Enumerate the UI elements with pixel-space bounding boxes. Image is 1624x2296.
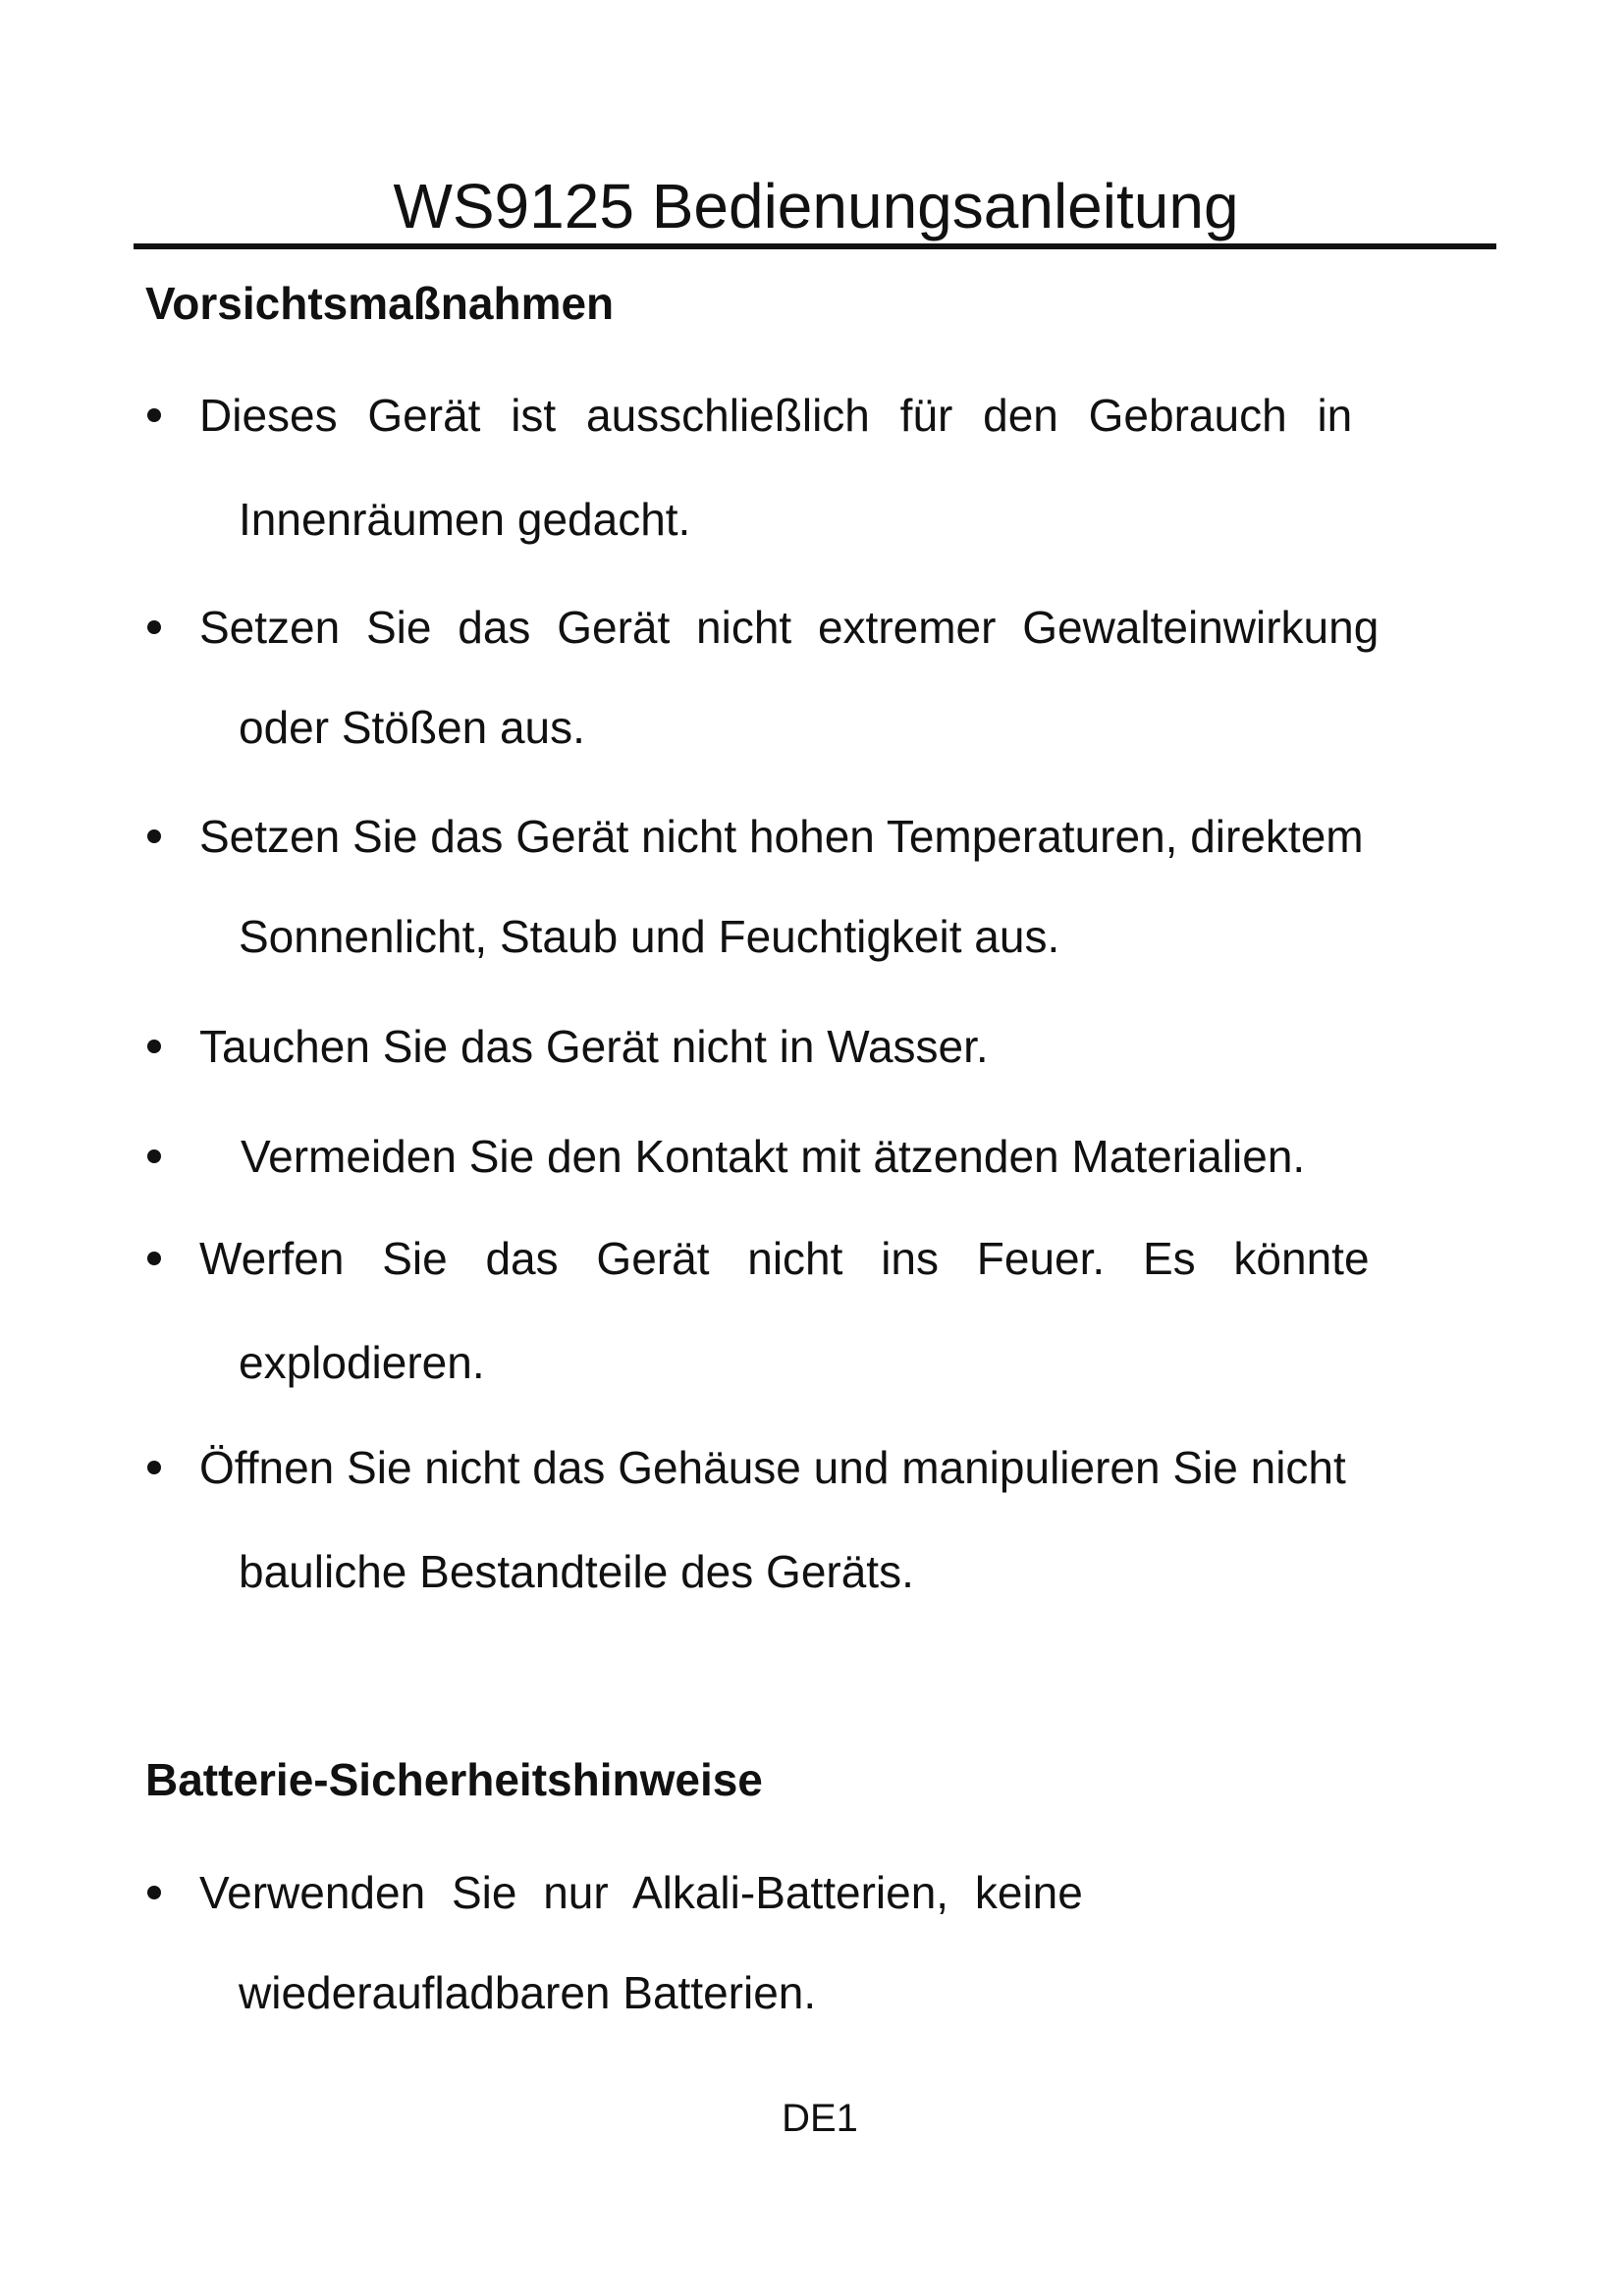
precaution-7-line-1: Öffnen Sie nicht das Gehäuse und manipulieren Sie nicht (199, 1442, 1346, 1493)
page-title: WS9125 Bedienungsanleitung (393, 171, 1239, 241)
title-underline (134, 243, 1496, 249)
precaution-1-line-1: Dieses Gerät ist ausschließlich für den Gebrauch in (199, 390, 1353, 441)
bullet-icon (147, 1461, 161, 1474)
bullet-icon (147, 1886, 161, 1899)
battery-1-line-1: Verwenden Sie nur Alkali-Batterien, keine (199, 1867, 1083, 1918)
bullet-icon (147, 1252, 161, 1265)
bullet-icon (147, 620, 161, 634)
section-heading-precautions: Vorsichtsmaßnahmen (145, 278, 615, 329)
precaution-2-line-2: oder Stößen aus. (239, 702, 585, 753)
precaution-7-line-2: bauliche Bestandteile des Geräts. (239, 1546, 914, 1597)
bullet-icon (147, 408, 161, 422)
battery-1-line-2: wiederaufladbaren Batterien. (239, 1967, 817, 2018)
precaution-6-line-1: Werfen Sie das Gerät nicht ins Feuer. Es könnte (199, 1233, 1370, 1284)
precaution-4-line-1: Tauchen Sie das Gerät nicht in Wasser. (199, 1021, 989, 1072)
bullet-icon (147, 1040, 161, 1053)
precaution-6-line-2: explodieren. (239, 1337, 485, 1388)
bullet-icon (147, 829, 161, 843)
bullet-icon (147, 1149, 161, 1163)
section-heading-battery-safety: Batterie-Sicherheitshinweise (145, 1754, 763, 1805)
precaution-1-line-2: Innenräumen gedacht. (239, 494, 691, 545)
precaution-3-line-1: Setzen Sie das Gerät nicht hohen Temperaturen, direktem (199, 811, 1364, 862)
page-number: DE1 (782, 2097, 858, 2140)
precaution-2-line-1: Setzen Sie das Gerät nicht extremer Gewalteinwirkung (199, 602, 1380, 653)
precaution-3-line-2: Sonnenlicht, Staub und Feuchtigkeit aus. (239, 911, 1060, 962)
precaution-5-line-1: Vermeiden Sie den Kontakt mit ätzenden Materialien. (241, 1131, 1306, 1182)
